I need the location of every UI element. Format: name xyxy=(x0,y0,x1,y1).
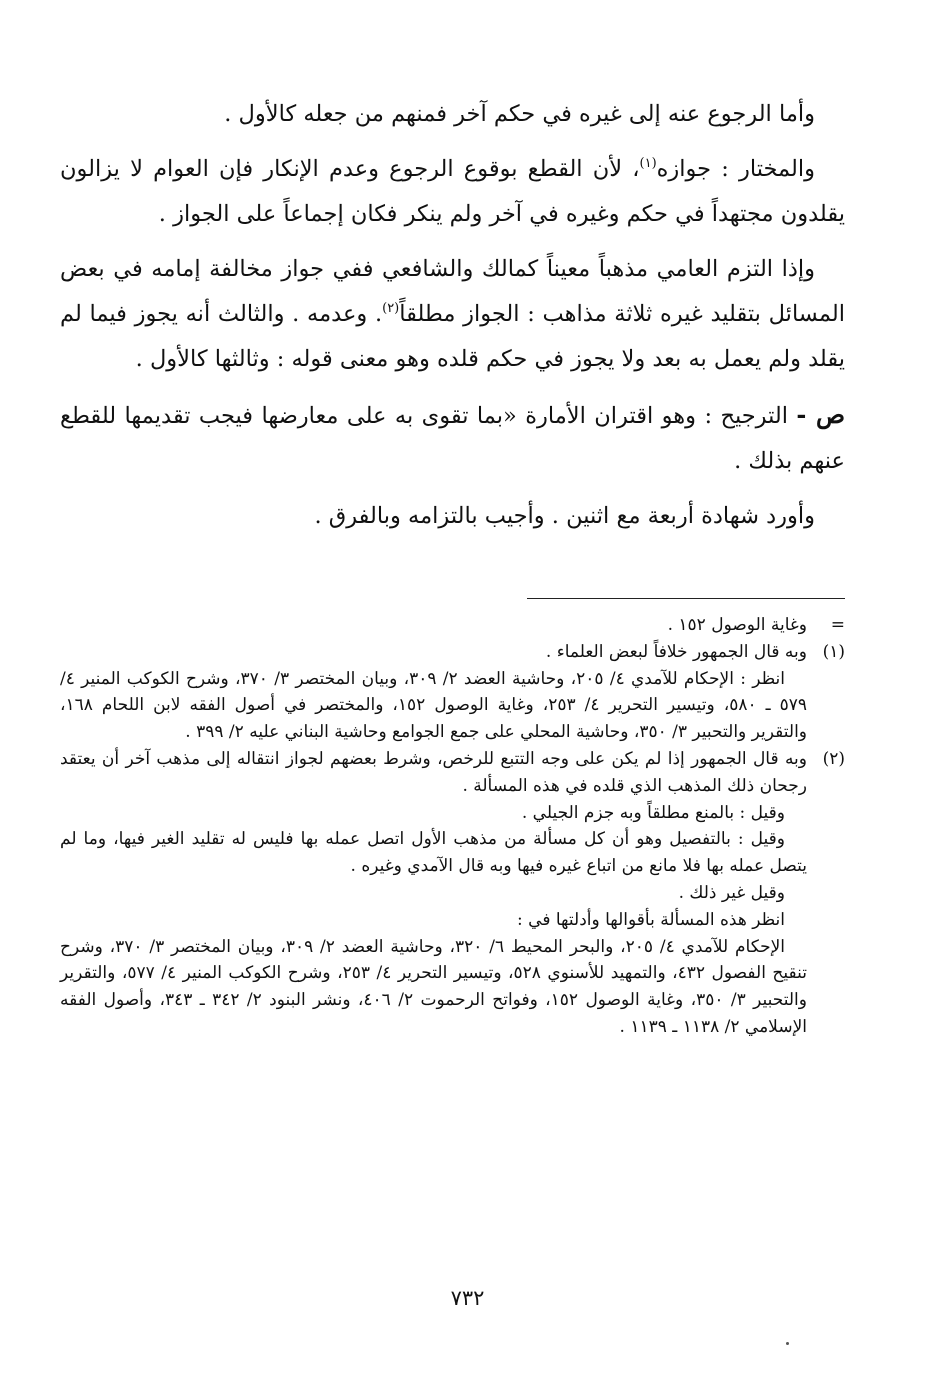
paragraph-3-rest: . وعدمه . والثالث أنه يجوز فيما لم يقلد ولم يعمل به بعد ولا يجوز في حكم قلده وهو معنى قوله : وثالثها كالأول . xyxy=(60,301,845,372)
footnote-2 xyxy=(60,746,845,1041)
paragraph-4-text: الترجيح : وهو اقتران الأمارة «بما تقوى به على معارضها فيجب تقديمها للقطع عنهم بذلك . xyxy=(60,403,845,474)
footnote-ref-1[interactable]: (١) xyxy=(639,156,657,171)
paragraph-5: وأورد شهادة أربعة مع اثنين . وأجيب بالتزامه وبالفرق . xyxy=(314,503,815,529)
paragraph-1: وأما الرجوع عنه إلى غيره في حكم آخر فمنهم من جعله كالأول . xyxy=(224,101,815,127)
footnote-1 xyxy=(60,639,845,746)
footnote-ref-2[interactable]: (٢) xyxy=(382,301,400,316)
footnote-2-line: وقيل غير ذلك . xyxy=(678,882,785,903)
paragraph-3 xyxy=(60,247,845,382)
footnotes xyxy=(60,612,845,1041)
footnote-1-line: انظر : الإحكام للآمدي ٤/ ٢٠٥، وحاشية العضد ٢/ ٣٠٩، وبيان المختصر ٣/ ٣٧٠، وشرح الكوكب المنير ٤/ ٥٧٩ ـ ٥٨٠، وتيسير التحرير ٤/ ٢٥٣، وغاية الوصول ١٥٢، والمختصر في أصول الفقه لابن اللحام ١٦٨، والتقرير والتحبير ٣/ ٣٥٠، وحاشية المحلي على جمع الجوامع وحاشية البناني عليه ٢/ ٣٩٩ . xyxy=(60,668,807,743)
scan-speck xyxy=(786,1342,789,1345)
paragraph-2-start: والمختار : جوازه xyxy=(656,156,815,182)
footnote-continuation xyxy=(60,612,845,639)
footnote-1-line: وبه قال الجمهور خلافاً لبعض العلماء . xyxy=(545,641,807,662)
main-text xyxy=(60,92,845,549)
footnote-separator xyxy=(527,598,845,599)
paragraph-3-start: وإذا التزم العامي مذهباً معيناً كمالك والشافعي ففي جواز مخالفة إمامه في بعض المسائل بتقليد غيره ثلاثة مذاهب : الجواز مطلقاً xyxy=(60,256,845,327)
sad-marker: ص - xyxy=(796,400,845,429)
continuation-text: وغاية الوصول ١٥٢ . xyxy=(667,615,807,635)
continuation-marker: = xyxy=(830,615,845,635)
footnote-1-number: (١) xyxy=(822,641,845,662)
paragraph-2-rest: ، لأن القطع بوقوع الرجوع وعدم الإنكار فإن العوام لا يزالون يقلدون مجتهداً في حكم وغيره في آخر ولم ينكر فكان إجماعاً على الجواز . xyxy=(60,156,845,227)
footnote-2-line: وبه قال الجمهور إذا لم يكن على وجه التتبع للرخص، وشرط بعضهم لجواز انتقاله إلى مذهب آخر أن يعتقد رجحان ذلك المذهب الذي قلده في هذه المسألة . xyxy=(60,748,807,796)
footnote-2-line: الإحكام للآمدي ٤/ ٢٠٥، والبحر المحيط ٦/ ٣٢٠، وحاشية العضد ٢/ ٣٠٩، وبيان المختصر ٣/ ٣٧٠، وشرح تنقيح الفصول ٤٣٢، والتمهيد للأسنوي ٥٢٨، وتيسير التحرير ٤/ ٢٥٣، وشرح الكوكب المنير ٤/ ٥٧٧، والتقرير والتحبير ٣/ ٣٥٠، وغاية الوصول ١٥٢، وفواتح الرحموت ٢/ ٤٠٦، ونشر البنود ٢/ ٣٤٢ ـ ٣٤٣، وأصول الفقه الإسلامي ٢/ ١١٣٨ ـ ١١٣٩ . xyxy=(60,936,807,1037)
footnote-2-line: وقيل : بالمنع مطلقاً وبه جزم الجيلي . xyxy=(521,802,785,823)
footnote-2-number: (٢) xyxy=(822,748,845,769)
paragraph-2 xyxy=(60,147,845,237)
page-number: ٧٣٢ xyxy=(450,1286,485,1310)
paragraph-4 xyxy=(60,392,845,484)
footnote-2-line: انظر هذه المسألة بأقوالها وأدلتها في : xyxy=(517,909,785,930)
footnote-2-line: وقيل : بالتفصيل وهو أن كل مسألة من مذهب الأول اتصل عمله بها فليس له تقليد الغير فيها، وما لم يتصل عمله بها فلا مانع من اتباع غيره فيها وبه قال الآمدي وغيره . xyxy=(60,829,807,877)
